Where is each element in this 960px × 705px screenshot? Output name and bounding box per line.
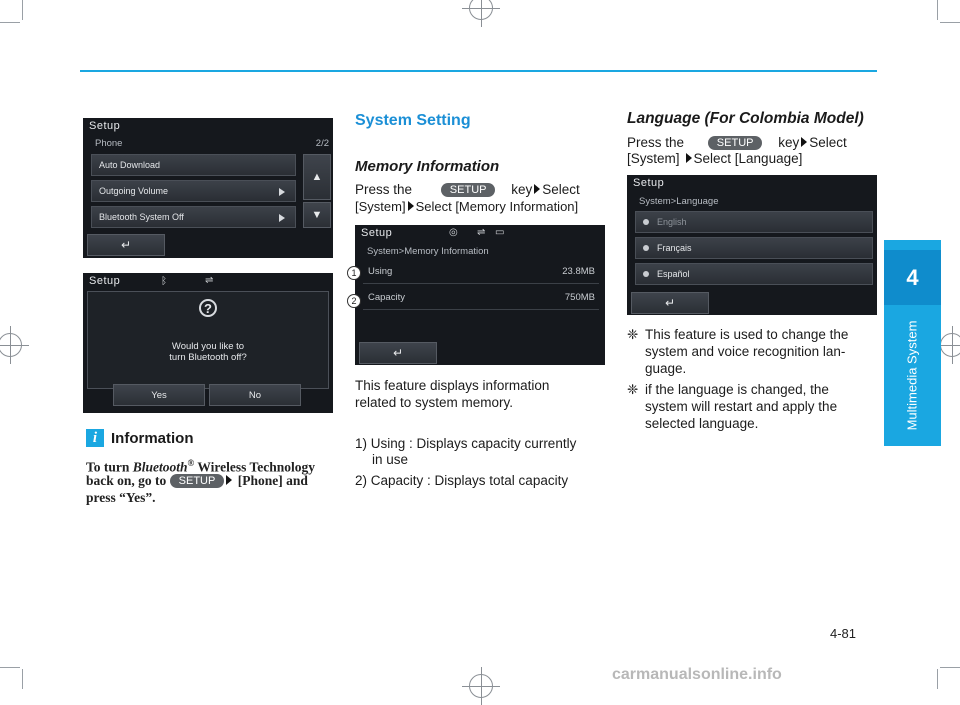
back-button[interactable] <box>359 342 437 364</box>
crop-mark <box>940 22 960 23</box>
menu-item-outgoing-volume[interactable] <box>91 180 296 202</box>
language-instruction-line2: [System] Select [Language] <box>627 151 803 166</box>
note-bullet-1: ❈ <box>627 327 639 342</box>
arrow-up-icon: ▲ <box>311 171 323 183</box>
chevron-right-icon <box>279 188 285 196</box>
play-arrow-icon <box>534 184 540 194</box>
memory-row-using: Using 23.8MB <box>363 263 599 284</box>
play-arrow-icon <box>801 137 807 147</box>
back-icon: ↵ <box>664 296 676 310</box>
back-icon: ↵ <box>392 346 404 360</box>
chapter-label: Multimedia System <box>904 320 920 430</box>
note-bullet-2: ❈ <box>627 382 639 397</box>
crop-mark <box>22 0 23 20</box>
back-button[interactable] <box>87 234 165 256</box>
screen-title: Setup <box>633 177 665 189</box>
note1-line1: This feature is used to change the <box>645 327 849 342</box>
memory-item1-line1: 1) Using : Displays capacity currently <box>355 436 577 451</box>
scroll-down-button[interactable] <box>303 202 331 228</box>
back-button[interactable] <box>631 292 709 314</box>
info-text-line3: press “Yes”. <box>86 490 156 505</box>
callout-marker-1: 1 <box>347 266 361 280</box>
registration-mark-bottom <box>469 674 493 698</box>
registration-mark-right <box>940 333 960 357</box>
screen-title: Setup <box>361 227 393 239</box>
page-number: 4-81 <box>830 626 857 641</box>
menu-item-label: Bluetooth System Off <box>99 212 184 222</box>
screen-subtitle: Phone <box>95 138 123 149</box>
crop-mark <box>937 0 938 20</box>
dialog-message-line2: turn Bluetooth off? <box>169 352 247 363</box>
section-heading: System Setting <box>355 112 471 129</box>
note1-line3: guage. <box>645 361 687 376</box>
memory-desc-line2: related to system memory. <box>355 395 514 410</box>
info-icon: i <box>86 429 104 447</box>
radio-icon <box>643 219 649 225</box>
language-screen <box>627 175 877 315</box>
info-text-line1: To turn Bluetooth® Wireless Technology <box>86 458 316 475</box>
info-text-line2: back on, go to SETUP [Phone] and <box>86 473 308 488</box>
radio-icon <box>643 245 649 251</box>
crop-mark <box>937 669 938 689</box>
usb-icon: ⇌ <box>477 227 486 238</box>
arrow-down-icon: ▼ <box>311 209 323 221</box>
note2-line2: system will restart and apply the <box>645 399 838 414</box>
memory-item1-line2: in use <box>372 452 409 467</box>
chapter-number: 4 <box>884 250 941 305</box>
language-option-espanol[interactable]: Español <box>635 263 873 285</box>
language-option-francais[interactable]: Français <box>635 237 873 259</box>
note2-line3: selected language. <box>645 416 759 431</box>
chapter-side-tab <box>884 240 941 446</box>
sub-heading: Memory Information <box>355 158 500 175</box>
language-option-english[interactable]: English <box>635 211 873 233</box>
question-icon: ? <box>199 299 217 317</box>
bluetooth-icon: ᛒ <box>161 276 167 287</box>
note2-line1: if the language is changed, the <box>645 382 829 397</box>
note1-line2: system and voice recognition lan- <box>645 344 846 359</box>
yes-button[interactable]: Yes <box>113 384 205 406</box>
language-heading: Language (For Colombia Model) <box>627 110 864 127</box>
page-indicator: 2/2 <box>315 138 329 149</box>
play-arrow-icon <box>686 153 692 163</box>
memory-item2: 2) Capacity : Displays total capacity <box>355 473 569 488</box>
info-heading: Information <box>111 430 194 447</box>
phone-setup-screen <box>83 118 333 258</box>
menu-item-auto-download[interactable] <box>91 154 296 176</box>
registration-mark-left <box>0 333 22 357</box>
screen-subtitle: System>Memory Information <box>367 246 489 257</box>
screen-subtitle: System>Language <box>639 196 719 207</box>
setup-key-badge: SETUP <box>441 183 496 197</box>
menu-item-label: Auto Download <box>99 160 161 170</box>
play-arrow-icon <box>226 475 232 485</box>
radio-icon <box>643 271 649 277</box>
crop-mark <box>940 667 960 668</box>
crop-mark <box>22 669 23 689</box>
memory-desc-line1: This feature displays information <box>355 378 550 393</box>
usb-icon: ⇌ <box>205 275 214 286</box>
settings-icon: ◎ <box>449 227 458 238</box>
setup-key-badge: SETUP <box>170 474 225 488</box>
back-icon: ↵ <box>120 238 132 252</box>
no-button[interactable]: No <box>209 384 301 406</box>
setup-key-badge: SETUP <box>708 136 763 150</box>
bluetooth-off-screen <box>83 273 333 413</box>
screen-title: Setup <box>89 120 121 132</box>
dialog-box <box>87 291 329 389</box>
screen-title: Setup <box>89 275 121 287</box>
menu-item-bluetooth-system-off[interactable] <box>91 206 296 228</box>
watermark: carmanualsonline.info <box>612 666 782 683</box>
memory-row-capacity: Capacity 750MB <box>363 289 599 310</box>
memory-info-screen <box>355 225 605 365</box>
header-rule <box>80 70 877 72</box>
dialog-message-line1: Would you like to <box>171 341 245 352</box>
registration-mark-top <box>469 0 493 20</box>
callout-marker-2: 2 <box>347 294 361 308</box>
language-instruction-line1: Press the SETUP key Select <box>627 135 847 150</box>
scroll-up-button[interactable] <box>303 154 331 200</box>
instruction-line2: [System] Select [Memory Information] <box>355 199 579 214</box>
instruction-line1: Press the SETUP key Select <box>355 182 580 197</box>
battery-icon: ▭ <box>495 227 505 238</box>
chevron-right-icon <box>279 214 285 222</box>
crop-mark <box>0 22 20 23</box>
crop-mark <box>0 667 20 668</box>
menu-item-label: Outgoing Volume <box>99 186 169 196</box>
play-arrow-icon <box>408 201 414 211</box>
